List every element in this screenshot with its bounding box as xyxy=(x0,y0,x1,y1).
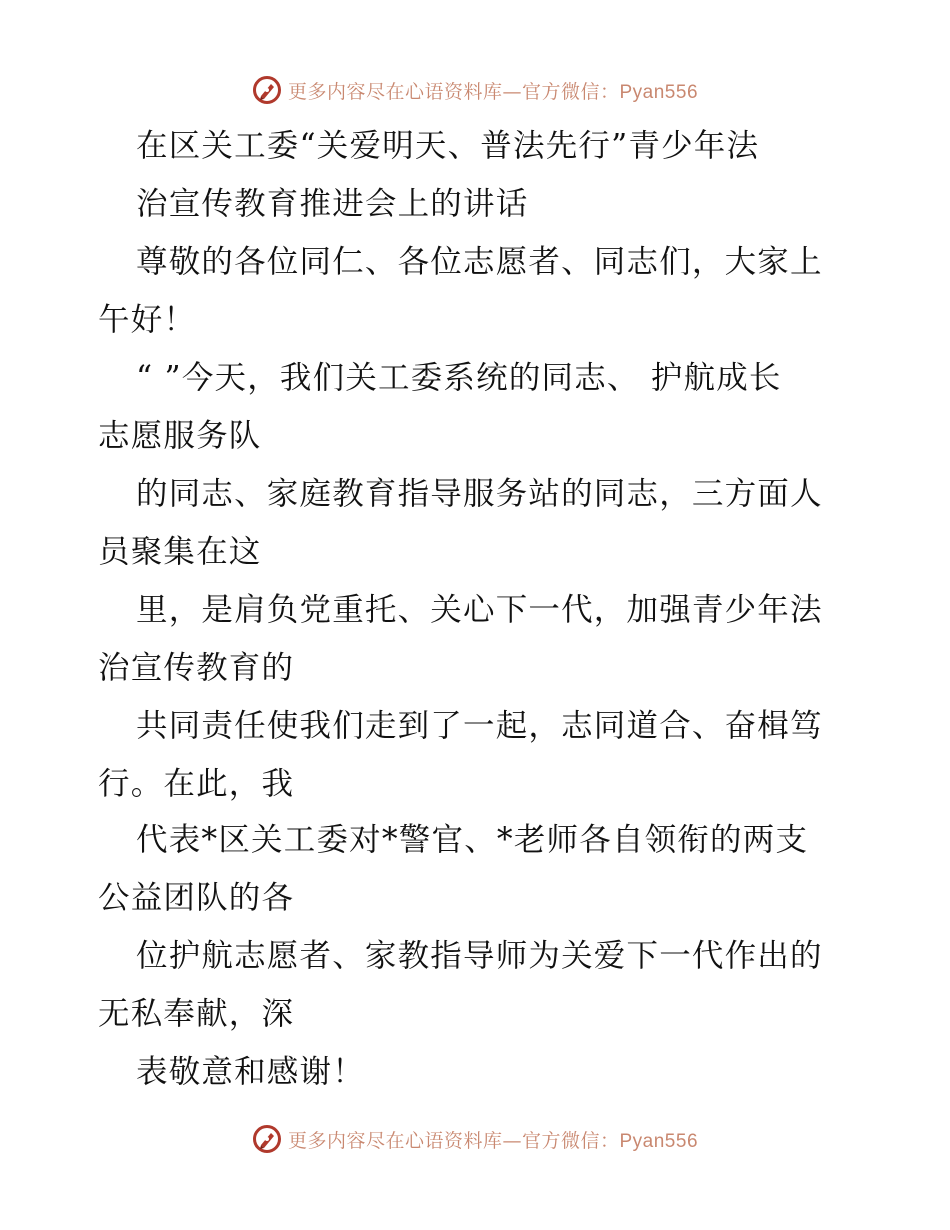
paragraph-line: 行。在此，我 xyxy=(98,766,295,802)
header-watermark-banner xyxy=(0,73,950,107)
wechat-id: Pyan556 xyxy=(619,1130,699,1152)
watermark-text: 更多内容尽在心语资料库—官方微信：Pyan556 xyxy=(287,1129,699,1152)
paragraph-line: 的同志、家庭教育指导服务站的同志，三方面人 xyxy=(136,476,823,512)
paragraph-line: 无私奉献，深 xyxy=(98,996,295,1032)
paragraph-line: 治宣传教育的 xyxy=(98,650,295,686)
paragraph-line: 里，是肩负党重托、关心下一代，加强青少年法 xyxy=(136,592,823,628)
paragraph-line: 尊敬的各位同仁、各位志愿者、同志们，大家上 xyxy=(136,244,823,280)
paragraph-line: 午好！ xyxy=(98,302,197,338)
title-line-2: 治宣传教育推进会上的讲话 xyxy=(136,186,529,222)
paragraph-line: 公益团队的各 xyxy=(98,880,295,916)
watermark-text: 更多内容尽在心语资料库—官方微信：Pyan556 xyxy=(287,80,699,103)
paragraph-line: 员聚集在这 xyxy=(98,534,262,570)
pen-circle-logo-icon xyxy=(252,1124,282,1154)
paragraph-line: 位护航志愿者、家教指导师为关爱下一代作出的 xyxy=(136,938,823,974)
footer-watermark-banner xyxy=(0,1122,950,1156)
title-line-1: 在区关工委“关爱明天、普法先行”青少年法 xyxy=(136,128,760,164)
paragraph-line: 志愿服务队 xyxy=(98,418,262,454)
paragraph-line: 表敬意和感谢！ xyxy=(136,1054,365,1090)
paragraph-line: 代表*区关工委对*警官、*老师各自领衔的两支 xyxy=(136,822,809,858)
paragraph-line: “ ”今天，我们关工委系统的同志、 护航成长 xyxy=(136,360,782,396)
paragraph-line: 共同责任使我们走到了一起，志同道合、奋楫笃 xyxy=(136,708,823,744)
wechat-id: Pyan556 xyxy=(619,81,699,103)
pen-circle-logo-icon xyxy=(252,75,282,105)
